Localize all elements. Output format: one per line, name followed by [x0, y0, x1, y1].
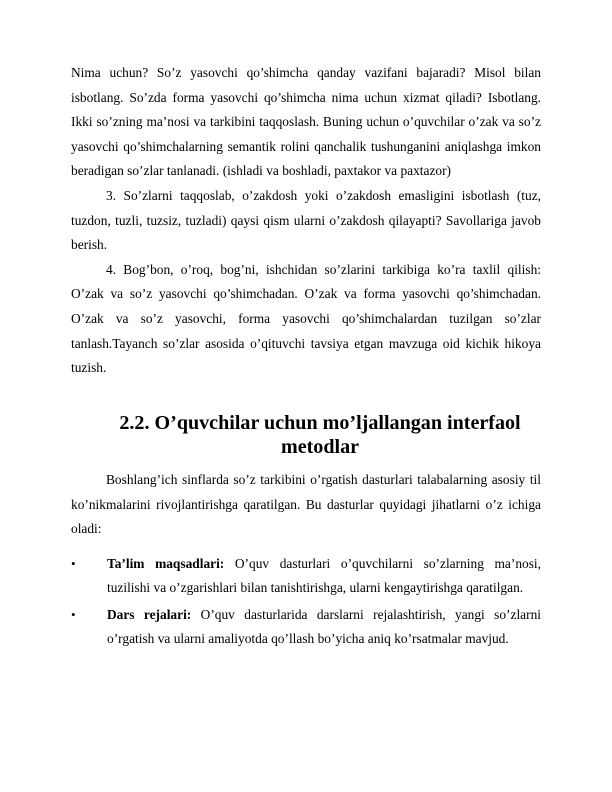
- paragraph-item-4: 4. Bog’bon, o’roq, bog’ni, ishchidan so’zlarini tarkibiga ko’ra taxlil qilish: O’zak va so’z yasovchi qo’shimchadan. O’zak va forma yasovchi qo’shimchadan. O’zak va so’z yasovchi, forma yasovchi qo’shimchalardan tuzilgan so’zlar tanlash.Tayanch so’zlar asosida o’qituvchi tavsiya etgan mavzuga oid kichik hikoya tuzish.: [71, 261, 541, 376]
- list-item-term: Ta’lim maqsadlari:: [107, 555, 225, 571]
- bullet-list: [71, 552, 541, 652]
- paragraph-item-3: 3. So’zlarni taqqoslab, o’zakdosh yoki o’zakdosh emasligini isbotlash (tuz, tuzdon, tuzli, tuzsiz, tuzladi) qaysi qism ularni o’zakdosh qilayapti? Savollariga javob berish.: [71, 187, 541, 253]
- paragraph-intro: Boshlang’ich sinflarda so’z tarkibini o’rgatish dasturlari talabalarning asosiy til ko’nikmalarini rivojlantirishga qaratilgan. Bu dasturlar quyidagi jihatlarni o’z ichiga oladi:: [71, 471, 541, 537]
- document-page: [71, 61, 541, 654]
- heading-spacer: [71, 460, 541, 468]
- list-item-text: O’quv dasturlari o’quvchilarni so’zlarning ma’nosi, tuzilishi va o’zgarishlari bilan tanishtirishga, ularni kengaytirishga qaratilgan.: [107, 555, 541, 596]
- list-item: [71, 552, 541, 601]
- list-item: [71, 603, 541, 652]
- list-item-term: Dars rejalari:: [107, 606, 192, 622]
- bullet-icon: •: [71, 606, 76, 622]
- bullet-icon: •: [71, 555, 76, 571]
- section-heading: 2.2. O’quvchilar uchun mo’ljallangan interfaol metodlar: [119, 411, 521, 459]
- list-item-text: O’quv dasturlarida darslarni rejalashtirish, yangi so’zlarni o’rgatish va ularni amaliyotda qo’llash bo’yicha aniq ko’rsatmalar mavjud.: [107, 606, 541, 647]
- paragraph-questions: Nima uchun? So’z yasovchi qo’shimcha qanday vazifani bajaradi? Misol bilan isbotlang. So’zda forma yasovchi qo’shimcha nima uchun xizmat qiladi? Isbotlang. Ikki so’zning ma’nosi va tarkibini taqqoslash. Buning uchun o’quvchilar o’zak va so’z yasovchi qo’shimchalarning semantik rolini qanchalik tushunganini aniqlashga imkon beradigan so’zlar tanlanadi. (ishladi va boshladi, paxtakor va paxtazor): [71, 65, 541, 179]
